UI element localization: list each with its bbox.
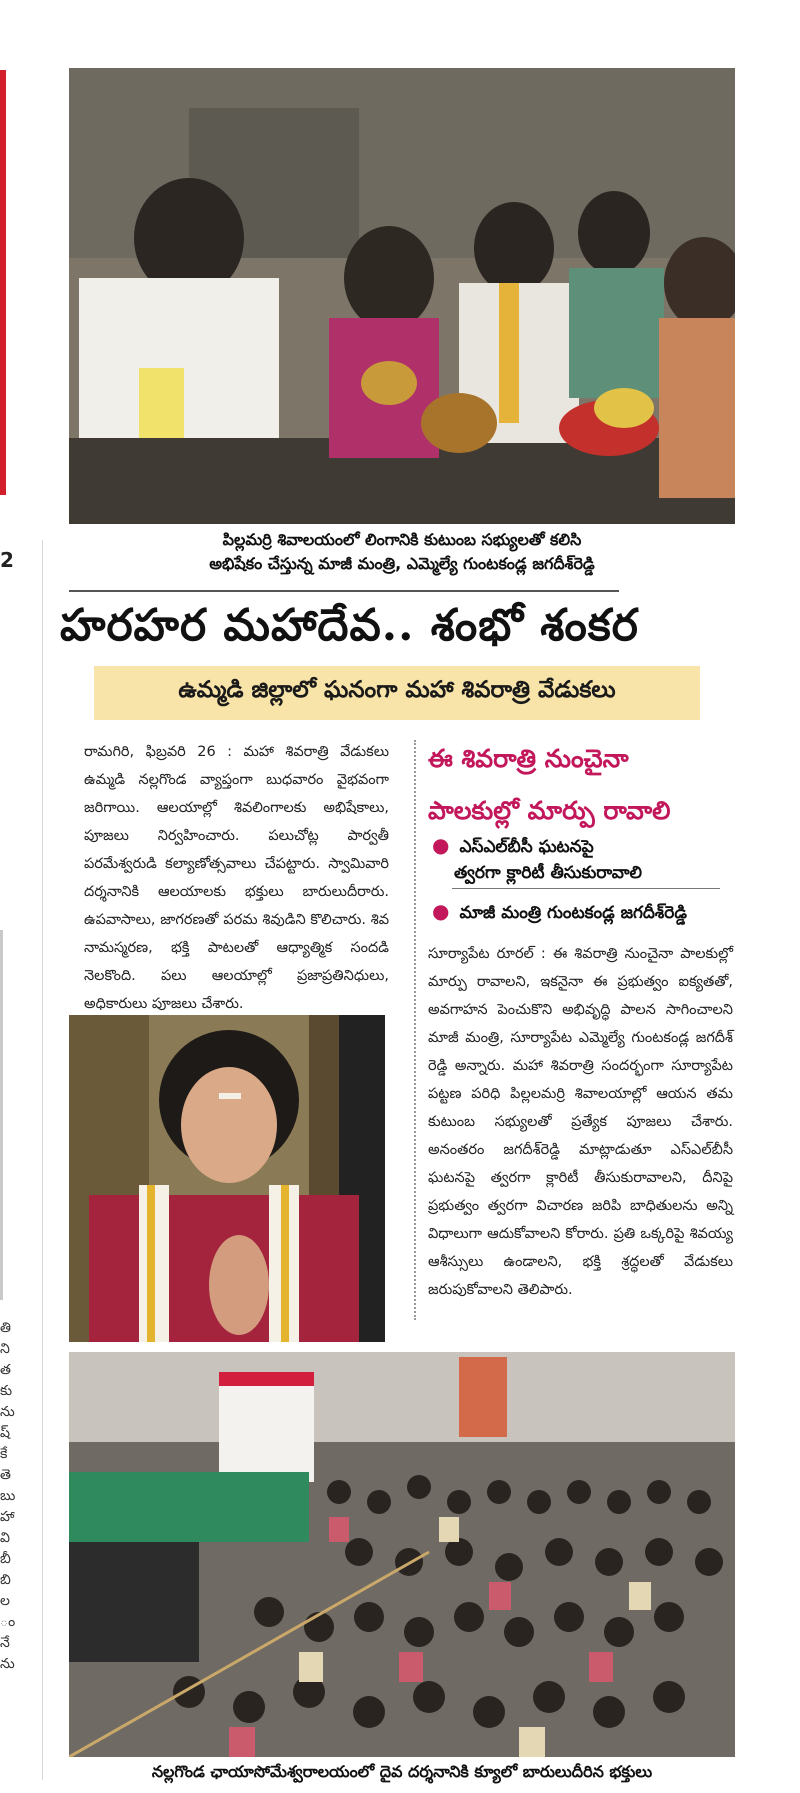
photo-abhishekam: [69, 68, 735, 524]
edge-red-bar: [0, 70, 6, 495]
edge-text-char: ను: [0, 1404, 15, 1420]
headline: హరహర మహాదేవ.. శంభో శంకర: [60, 600, 639, 651]
photo-top-caption-line2: అభిషేకం చేస్తున్న మాజీ మంత్రి, ఎమ్మెల్యే గుంటకండ్ల జగదీశ్‌రెడ్డి: [209, 554, 595, 573]
side-story-title-line1: ఈ శివరాత్రి నుంచైనా: [428, 744, 629, 773]
subheadline-box: [94, 666, 700, 720]
edge-text-fragment: [0, 1318, 16, 1675]
photo-top-caption-line1: పిల్లమర్రి శివాలయంలో లింగానికి కుటుంబ సభ్యులతో కలిసి: [222, 530, 582, 549]
edge-text-char: బు: [0, 1488, 16, 1504]
side-bullet-1-line2: త్వరగా క్లారిటీ తీసుకురావాలి: [454, 863, 642, 883]
edge-text-char: హా: [0, 1509, 15, 1525]
side-story-title-line2: పాలకుల్లో మార్పు రావాలి: [428, 796, 671, 825]
side-bullet-2: [432, 898, 742, 926]
photo-devotees-queue: [69, 1352, 735, 1757]
edge-text-char: త: [0, 1362, 11, 1378]
subheadline: ఉమ్మడి జిల్లాలో ఘనంగా మహా శివరాత్రి వేడుకలు: [178, 677, 616, 703]
bullet-rule: [452, 888, 720, 889]
edge-text-char: తి: [0, 1320, 11, 1336]
edge-text-char: వి: [0, 1530, 10, 1546]
side-bullet-1: [432, 832, 732, 886]
edge-text-char: తె: [0, 1467, 11, 1483]
bullet-dot-icon: ●: [432, 833, 450, 857]
edge-text-char: బి: [0, 1572, 11, 1588]
bullet-dot-icon: ●: [432, 899, 450, 923]
photo-devotee-praying: [69, 1015, 385, 1342]
edge-text-char: నే: [0, 1635, 10, 1651]
side-story-body: సూర్యాపేట రూరల్ : ఈ శివరాత్రి నుంచైనా పాలకుల్లో మార్పు రావాలని, ఇకనైనా ఈ ప్రభుత్వం ఐక్యతతో, అవగాహన పెంచుకొని అభివృద్ధి పాలన సాగించాలని మాజీ మంత్రి, సూర్యాపేట ఎమ్మెల్యే గుంటకండ్ల జగదీశ్ రెడ్డి అన్నారు. మహా శివరాత్రి సందర్భంగా సూర్యాపేట పట్టణ పరిధి పిల్లలమర్రి శివాలయాల్లో ఆయన తమ కుటుంబ సభ్యులతో ప్రత్యేక పూజలు చేశారు. అనంతరం జగదీశ్‌రెడ్డి మాట్లాడుతూ ఎస్‌ఎల్‌బీసీ ఘటనపై త్వరగా క్లారిటీ తీసుకురావాలని, దీనిపై ప్రభుత్వం త్వరగా విచారణ జరిపి బాధితులను అన్ని విధాలుగా ఆదుకోవాలని కోరారు. ప్రతి ఒక్కరిపై శివయ్య ఆశీస్సులు ఉండాలని, భక్తి శ్రద్ధలతో వేడుకలు జరుపుకోవాలని తెలిపారు.: [428, 946, 733, 1298]
edge-text-char: ను: [0, 1656, 15, 1672]
side-bullet-2-text: మాజీ మంత్రి గుంటకండ్ల జగదీశ్‌రెడ్డి: [459, 903, 687, 923]
edge-text-char: ష్: [0, 1425, 10, 1441]
edge-grey-rule: [0, 930, 3, 1300]
dotted-column-divider: [414, 740, 416, 1320]
edge-text-char: కే: [0, 1446, 8, 1462]
article-body-left: రామగిరి, ఫిబ్రవరి 26 : మహా శివరాత్రి వేడుకలు ఉమ్మడి నల్లగొండ వ్యాప్తంగా బుధవారం వైభవంగా జరిగాయి. ఆలయాల్లో శివలింగాలకు అభిషేకాలు, పూజలు నిర్వహించారు. పలుచోట్ల పార్వతీ పరమేశ్వరుడి కల్యాణోత్సవాలు చేపట్టారు. స్వామివారి దర్శనానికి ఆలయాలకు భక్తులు బారులుదీరారు. ఉపవాసాలు, జాగరణతో పరమ శివుడిని కొలిచారు. శివ నామస్మరణ, భక్తి పాటలతో ఆధ్యాత్మిక సందడి నెలకొంది. పలు ఆలయాల్లో ప్రజాప్రతినిధులు, అధికారులు పూజలు చేశారు.: [84, 744, 389, 1012]
side-bullet-1-line1: ఎస్‌ఎల్‌బీసీ ఘటనపై: [459, 837, 594, 857]
column-divider: [42, 540, 43, 1780]
edge-text-char: బీ: [0, 1551, 11, 1567]
edge-text-char: ని: [0, 1341, 10, 1357]
edge-text-char: కు: [0, 1383, 13, 1399]
edge-page-digit: 2: [0, 548, 14, 572]
caption-rule: [69, 590, 619, 592]
edge-text-char: ం: [0, 1614, 16, 1630]
side-story-title: [428, 733, 733, 837]
photo-bottom-caption: నల్లగొండ ఛాయాసోమేశ్వరాలయంలో దైవ దర్శనానికి క్యూలో బారులుదీరిన భక్తులు: [151, 1762, 653, 1781]
photo-top-caption: [69, 528, 735, 576]
edge-text-char: ల: [0, 1593, 10, 1609]
